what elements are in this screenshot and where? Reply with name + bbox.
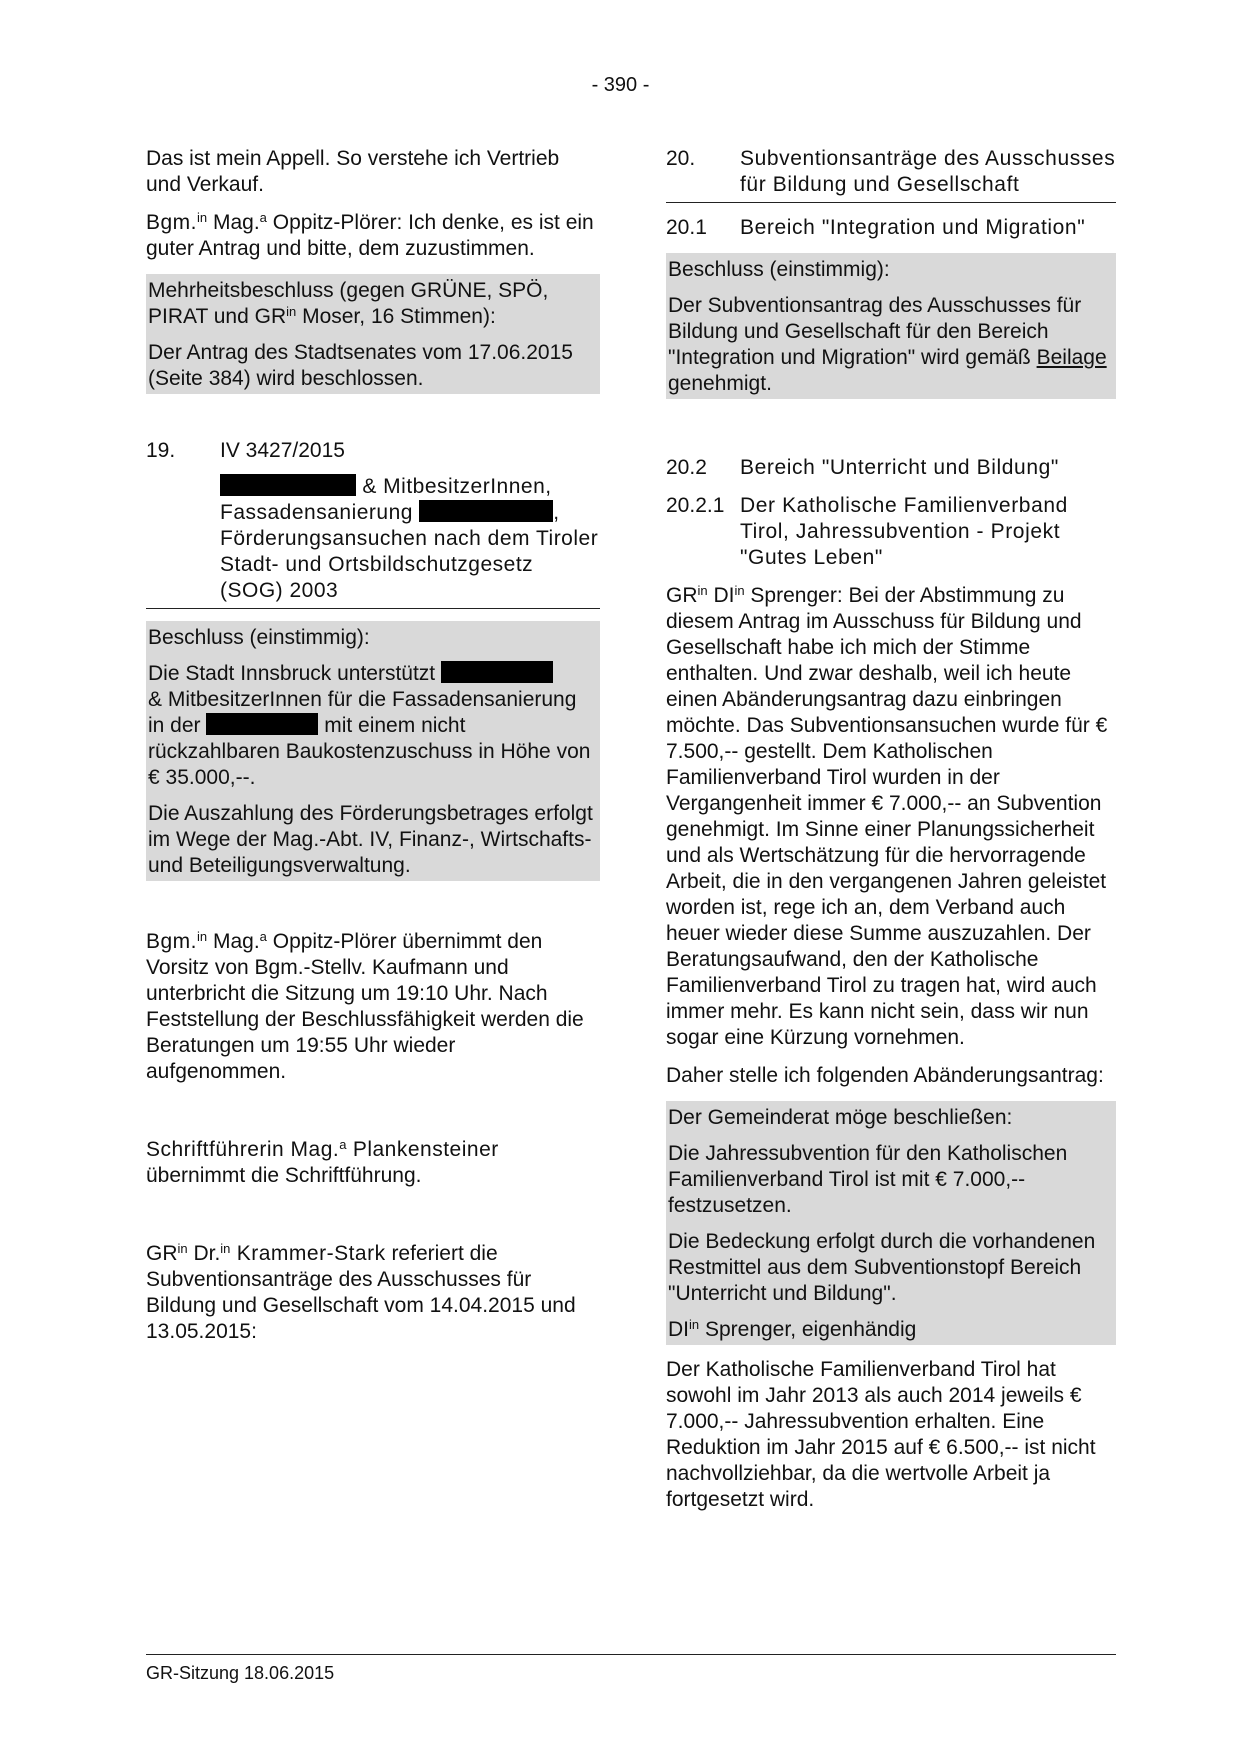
sprenger-statement: $GR^{in}$ $DI^{in}$ Sprenger: Bei der Abstimmung zu diesem Antrag im Ausschuss für Bildung und Gesellschaft habe ich mich der Stimme enthalten. Und zwar deshalb, weil ich heute einen Abänderungsantrag dazu einbringen möchte. Das Subventionsansuchen wurde für € 7.500,-- gestellt. Dem Katholischen Familienverband Tirol wurden in der Vergangenheit immer € 7.000,-- an Subvention genehmigt. Im Sinne einer Planungssicherheit und als Wertschätzung für die hervorragende Arbeit, die in den vergangenen Jahren geleistet worden ist, rege ich an, dem Verband auch heuer wieder diese Summe auszuzahlen. Der Beratungsaufwand, den der Katholische Familienverband Tirol zu tragen hat, wird auch immer mehr. Es kann nicht sein, dass wir nun sogar eine Kürzung vornehmen.: [666, 583, 1108, 1049]
resolution-heading: Beschluss (einstimmig):: [668, 258, 890, 281]
item-20-2-heading: [666, 455, 1116, 481]
majority-resolution-box: [146, 274, 600, 394]
redaction-bar: [419, 500, 553, 522]
item-19-number: 19.: [146, 439, 176, 462]
right-column: [666, 146, 1116, 1525]
resolution-heading: Mehrheitsbeschluss (gegen GRÜNE, SPÖ, PIRAT und $GR^{in}$ Moser, 16 Stimmen):: [148, 279, 549, 328]
amendment-intro: Daher stelle ich folgenden Abänderungsantrag:: [666, 1064, 1104, 1087]
redaction-bar: [441, 661, 553, 683]
item-20-2-1-heading: [666, 493, 1116, 571]
resolution-text: Der Antrag des Stadtsenates vom 17.06.2015 (Seite 384) wird beschlossen.: [148, 341, 573, 390]
item-20-2-1-title: Der Katholische Familienverband Tirol, Jahressubvention - Projekt "Gutes Leben": [740, 494, 1068, 569]
mayor-takes-chair: Bgm.$^{in}$ Mag.$^a$ Oppitz-Plörer übernimmt den Vorsitz von Bgm.-Stellv. Kaufmann und unterbricht die Sitzung um 19:10 Uhr. Nach Feststellung der Beschlussfähigkeit werden die Beratungen um 19:55 Uhr wieder aufgenommen.: [146, 929, 584, 1083]
item-19-description: & MitbesitzerInnen, Fassadensanierung , Förderungsansuchen nach dem Tiroler Stadt- und Ortsbildschutzgesetz (SOG) 2003: [146, 474, 600, 609]
item-20-2-title: Bereich "Unterricht und Bildung": [740, 456, 1059, 479]
item-19-heading: [146, 438, 600, 464]
left-column: [146, 146, 600, 1357]
beilage-link[interactable]: Beilage: [1036, 346, 1107, 369]
resolution-box-19: [146, 621, 600, 881]
item-20-number: 20.: [666, 147, 696, 170]
item-20-1-title: Bereich "Integration und Migration": [740, 216, 1086, 239]
footer-text: GR-Sitzung 18.06.2015: [146, 1663, 335, 1683]
item-20-1-heading: [666, 215, 1116, 241]
item-20-title: Subventionsanträge des Ausschusses für Bildung und Gesellschaft: [740, 147, 1116, 196]
item-20-2-number: 20.2: [666, 456, 707, 479]
item-20-1-number: 20.1: [666, 216, 707, 239]
item-20-heading: [666, 146, 1116, 203]
resolution-text: Der Subventionsantrag des Ausschusses für Bildung und Gesellschaft für den Bereich "Integration und Migration" wird gemäß Beilage genehmigt.: [668, 294, 1107, 395]
item-20-2-1-number: 20.2.1: [666, 494, 725, 517]
page-number: - 390 -: [591, 74, 650, 96]
amendment-heading: Der Gemeinderat möge beschließen:: [668, 1106, 1013, 1129]
appeal-paragraph: Das ist mein Appell. So verstehe ich Vertrieb und Verkauf.: [146, 147, 560, 196]
footer-divider: [146, 1654, 1116, 1655]
payment-text: Die Auszahlung des Förderungsbetrages erfolgt im Wege der Mag.-Abt. IV, Finanz-, Wirtschafts- und Beteiligungsverwaltung.: [148, 802, 593, 877]
amendment-text-1: Die Jahressubvention für den Katholischen Familienverband Tirol ist mit € 7.000,-- festzusetzen.: [668, 1142, 1068, 1217]
resolution-text: Die Stadt Innsbruck unterstützt & MitbesitzerInnen für die Fassadensanierung in der mit einem nicht rückzahlbaren Baukostenzuschuss in Höhe von € 35.000,--.: [148, 662, 591, 789]
mayor-statement: Bgm.$^{in}$ Mag.$^a$ Oppitz-Plörer: Ich denke, es ist ein guter Antrag und bitte, dem zuzustimmen.: [146, 210, 594, 260]
resolution-box-20-1: [666, 253, 1116, 399]
item-19-title: IV 3427/2015: [220, 439, 345, 462]
resolution-heading: Beschluss (einstimmig):: [148, 626, 370, 649]
amendment-box: [666, 1101, 1116, 1345]
redaction-bar: [220, 474, 356, 496]
redaction-bar: [206, 713, 318, 735]
amendment-text-2: Die Bedeckung erfolgt durch die vorhandenen Restmittel aus dem Subventionstopf Bereich "Unterricht und Bildung".: [668, 1230, 1096, 1305]
rapporteur-note: $GR^{in}$ Dr.$^{in}$ Krammer-Stark referiert die Subventionsanträge des Ausschusses für Bildung und Gesellschaft vom 14.04.2015 und 13.05.2015:: [146, 1241, 576, 1343]
secretary-note: Schriftführerin Mag.$^a$ Plankensteiner übernimmt die Schriftführung.: [146, 1137, 499, 1187]
subsidy-history-paragraph: Der Katholische Familienverband Tirol hat sowohl im Jahr 2013 als auch 2014 jeweils € 7.000,-- Jahressubvention erhalten. Eine Reduktion im Jahr 2015 auf € 6.500,-- ist nicht nachvollziehbar, da die wertvolle Arbeit ja fortgesetzt wird.: [666, 1358, 1096, 1511]
amendment-signature: $DI^{in}$ Sprenger, eigenhändig: [668, 1317, 917, 1341]
